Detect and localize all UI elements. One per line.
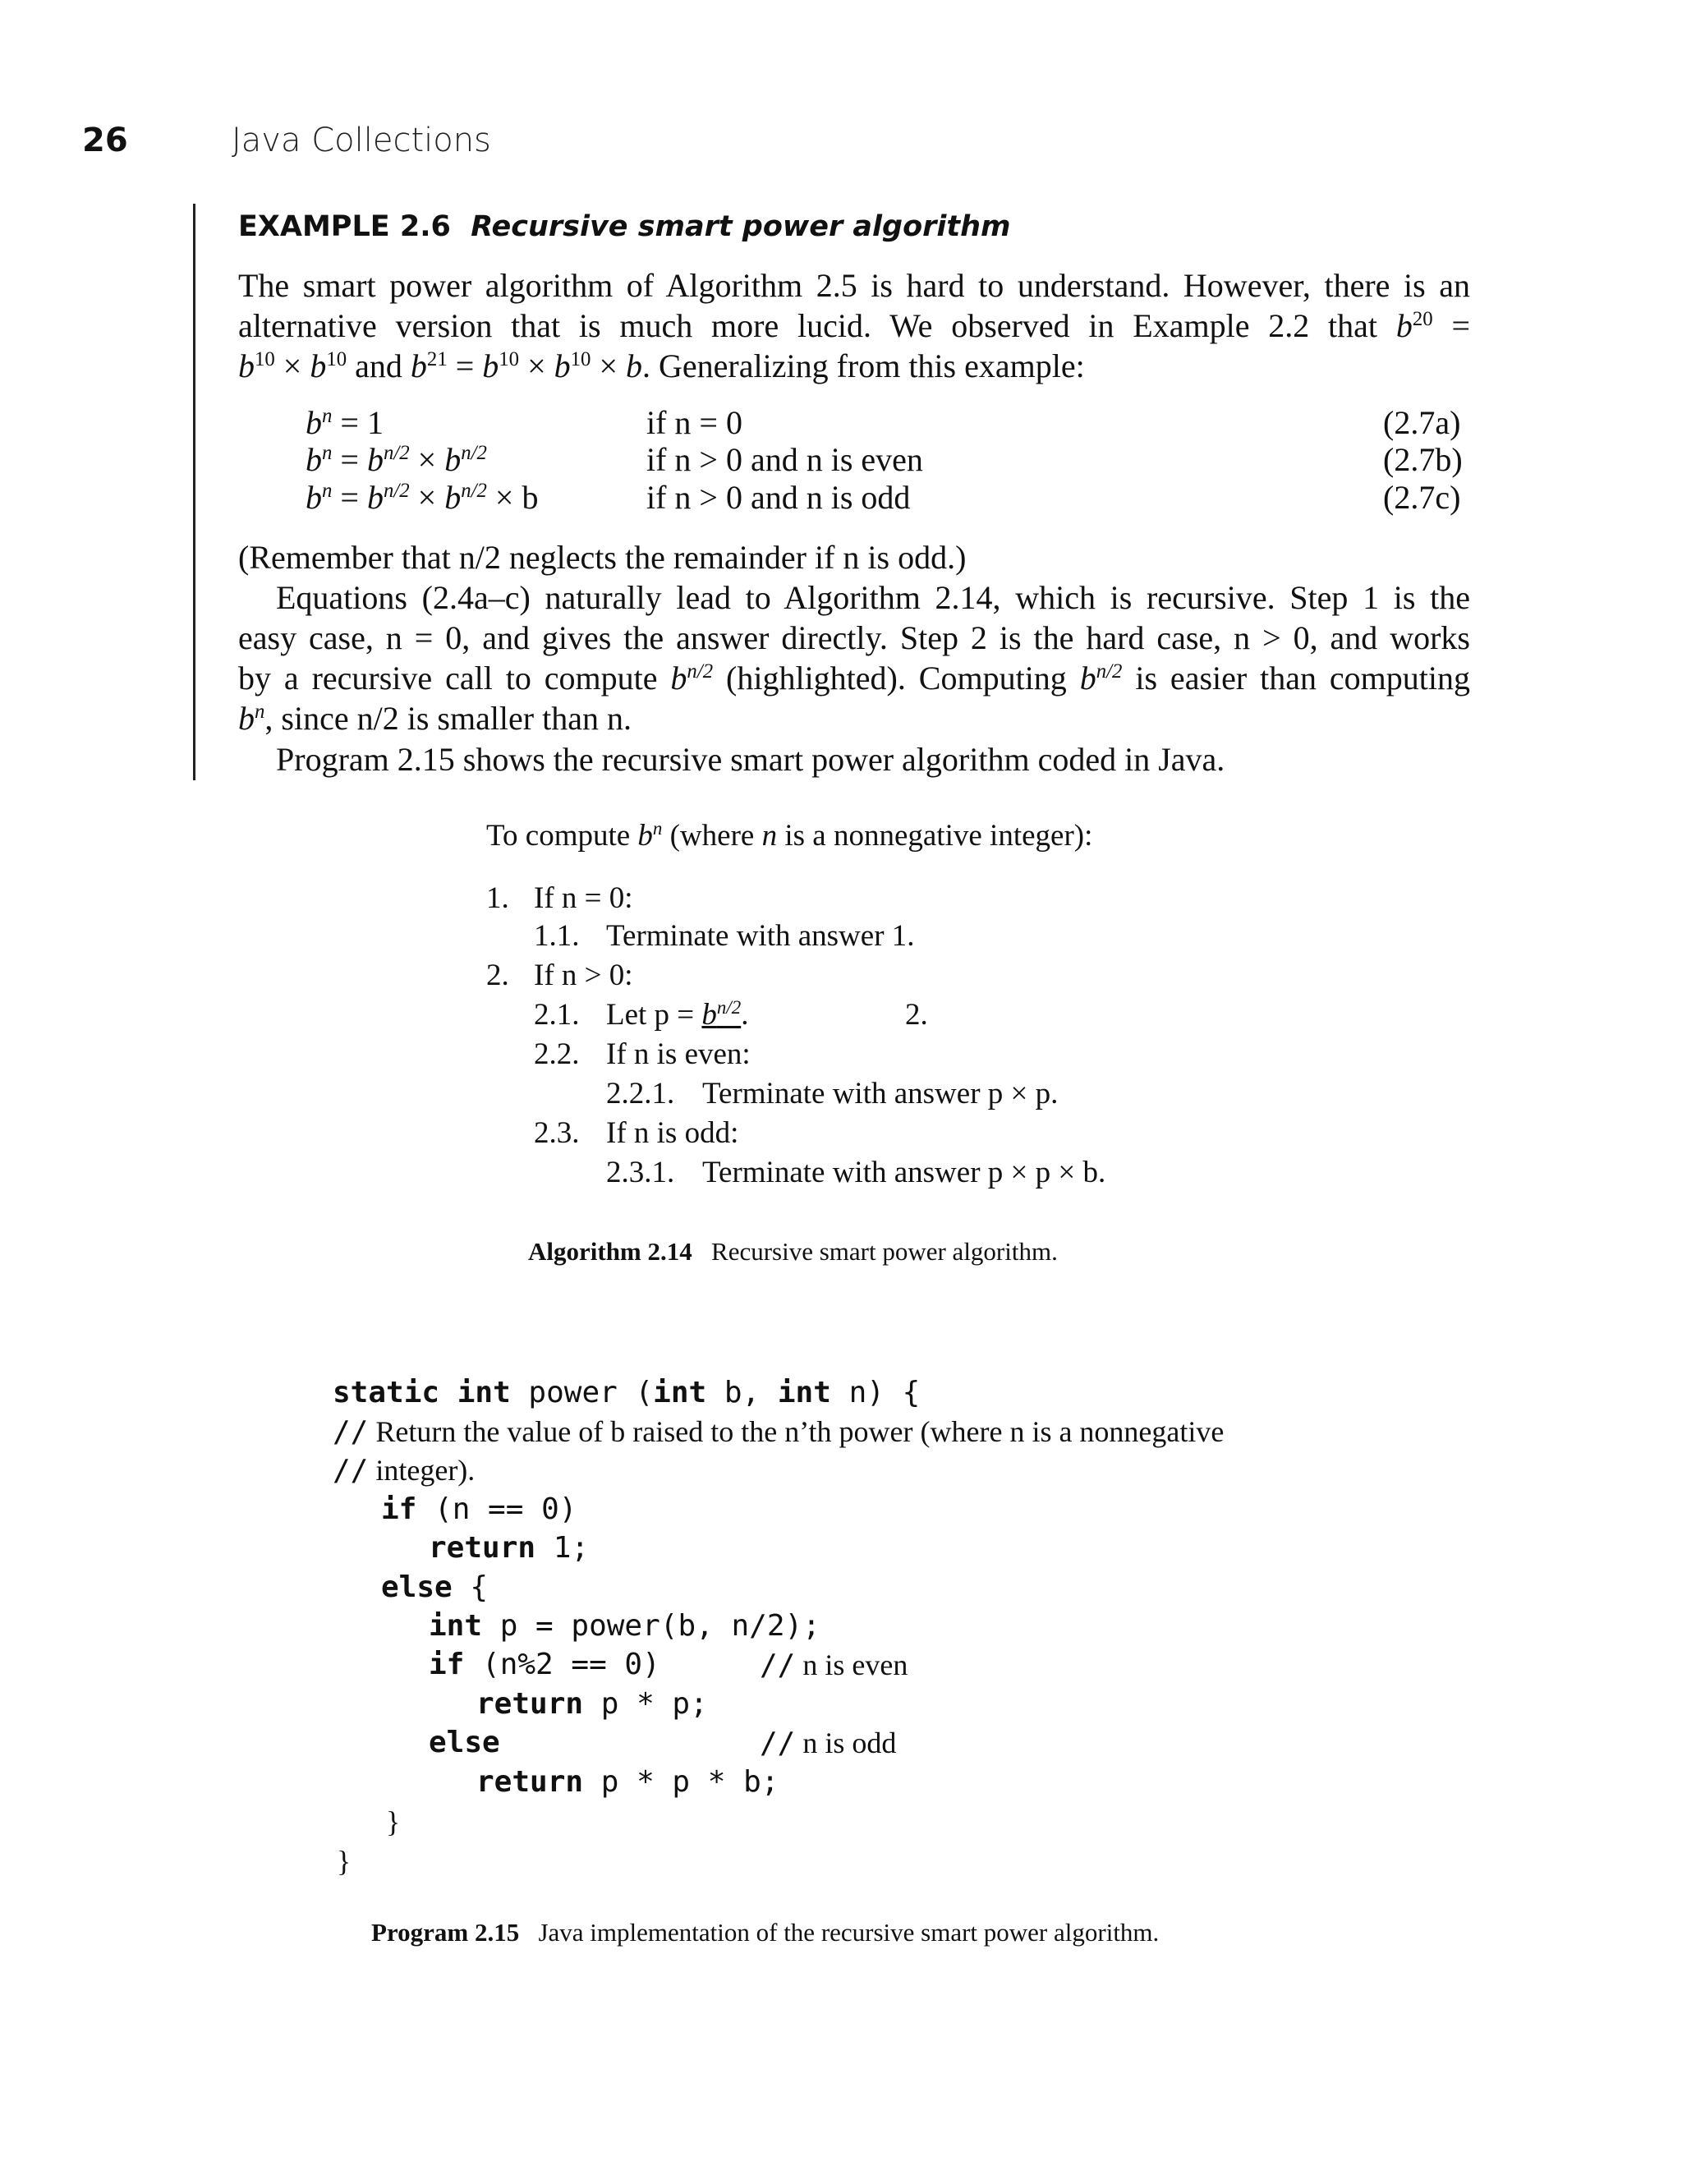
example-label: EXAMPLE 2.6 [238, 210, 451, 243]
alg-step-2-3-text: If n is odd: [606, 1116, 739, 1150]
p2-line-2: easy case, n = 0, and gives the answer directly. Step 2 is the hard case, n > 0, and works [238, 619, 1470, 656]
alg-step-1-1-text: Terminate with answer 1. [606, 919, 915, 953]
code-line-return-ppb: return p * p * b; [476, 1765, 779, 1799]
code-line-return-pp: return p * p; [476, 1687, 708, 1721]
code-line-int-p: int p = power(b, n/2); [429, 1609, 820, 1643]
eq-c-lhs: $b^n = b^{n/2} \times b^{n/2} \times b$ [306, 479, 539, 516]
algorithm-intro: To compute $b^n$ (where n is a nonnegative integer): [486, 818, 1093, 853]
example-paragraph-3: Program 2.15 shows the recursive smart power algorithm coded in Java. [276, 741, 1225, 778]
page-number: 26 [82, 122, 128, 159]
alg-step-2-3-1-num: 2.3.1. [606, 1156, 675, 1189]
example-paragraph-2 [238, 577, 1470, 738]
eq-b-cond: if n > 0 and n is even [646, 441, 923, 478]
code-line-if-even: if (n%2 == 0) [429, 1648, 660, 1681]
eq-a-tag: (2.7a) [1383, 404, 1461, 441]
example-title: Recursive smart power algorithm [471, 210, 1011, 243]
running-title: Java Collections [232, 122, 491, 159]
alg-step-2-2-1-text: Terminate with answer p × p. [702, 1077, 1059, 1110]
example-paragraph-1 [238, 265, 1470, 386]
code-comment-odd: // n is odd [760, 1727, 897, 1760]
alg-step-1-1-num: 1.1. [534, 919, 580, 953]
eq-a-lhs: $b^n = 1$ [306, 404, 384, 441]
alg-step-2-2-num: 2.2. [534, 1037, 580, 1071]
code-inner-brace: } [386, 1805, 401, 1838]
example-heading [238, 210, 1011, 243]
alg-step-1-num: 1. [486, 881, 509, 915]
code-line-else-2: else [429, 1726, 500, 1759]
p2-line-1: Equations (2.4a–c) naturally lead to Algorithm 2.14, which is recursive. Step 1 is the [276, 579, 1470, 616]
alg-step-2-text: If n > 0: [534, 959, 633, 992]
eq-c-cond: if n > 0 and n is odd [646, 479, 911, 516]
code-line-1: static int power (int b, int n) { [333, 1376, 921, 1409]
alg-step-2-3-1-text: Terminate with answer p × p × b. [702, 1156, 1106, 1189]
eq-b-lhs: $b^n = b^{n/2} \times b^{n/2}$ [306, 441, 487, 478]
p2-line-4: $b^n$, since n/2 is smaller than n. [238, 700, 632, 737]
alg-step-2-1-text: Let $p = b^{n/2}$. [606, 997, 749, 1032]
p1-line-1: The smart power algorithm of Algorithm 2.5 is hard to understand. However, there is an [238, 267, 1470, 304]
eq-b-tag: (2.7b) [1383, 441, 1463, 478]
alg-step-2-num: 2. [486, 959, 509, 992]
code-comment-even: // n is even [760, 1648, 908, 1682]
p1-line-3: $b^{10} \times b^{10}$ and $b^{21} = b^{10} \times b^{10} \times b$. Generalizing from this example: [238, 347, 1085, 384]
alg-step-1-text: If n = 0: [534, 881, 633, 915]
alg-step-2-3-num: 2.3. [534, 1116, 580, 1150]
code-outer-brace: } [337, 1845, 352, 1878]
alg-stray-label: 2. [905, 998, 928, 1032]
p2-line-3: by a recursive call to compute $b^{n/2}$ (highlighted). Computing $b^{n/2}$ is easier than computing [238, 660, 1470, 697]
code-comment-1: // Return the value of b raised to the n’th power (where n is a nonnegative [333, 1415, 1225, 1449]
alg-step-2-1-num: 2.1. [534, 998, 580, 1032]
p1-line-2: alternative version that is much more lucid. We observed in Example 2.2 that $b^{20}$ = [238, 307, 1470, 344]
code-comment-2: // integer). [333, 1454, 476, 1487]
code-line-if: if (n == 0) [381, 1492, 577, 1526]
eq-c-tag: (2.7c) [1383, 479, 1461, 516]
program-caption: Program 2.15 Java implementation of the recursive smart power algorithm. [371, 1918, 1160, 1947]
alg-step-2-2-1-num: 2.2.1. [606, 1077, 675, 1110]
example-side-rule [193, 204, 195, 780]
algorithm-caption: Algorithm 2.14 Recursive smart power algorithm. [528, 1237, 1058, 1266]
remember-line: (Remember that n/2 neglects the remainder if n is odd.) [238, 539, 967, 576]
code-line-return-1: return 1; [429, 1531, 590, 1565]
code-line-else: else { [381, 1570, 489, 1604]
eq-a-cond: if n = 0 [646, 404, 742, 441]
alg-step-2-2-text: If n is even: [606, 1037, 751, 1071]
